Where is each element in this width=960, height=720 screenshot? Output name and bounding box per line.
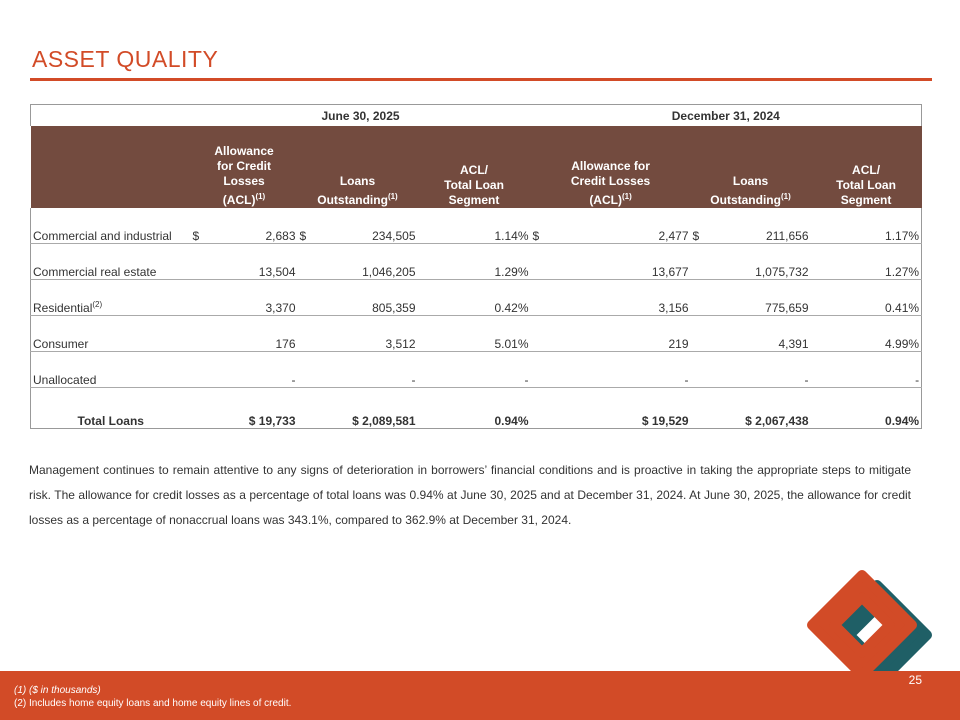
cell-value: 211,656 <box>766 229 809 243</box>
table-cell: 3,156 <box>531 280 691 316</box>
footnote-ref: (1) <box>621 192 632 201</box>
cell-value: 19,529 <box>651 414 689 428</box>
table-cell: 13,504 <box>191 244 298 280</box>
table-row <box>31 208 922 244</box>
row-label: Unallocated <box>31 352 191 388</box>
asset-quality-table <box>30 104 922 429</box>
table-cell <box>298 208 418 244</box>
currency-symbol: $ <box>641 414 652 428</box>
column-header: Loans Outstanding$^{(1)}$ <box>298 126 418 208</box>
table-cell: 1,075,732 <box>691 244 811 280</box>
table-cell: 1.27% <box>811 244 922 280</box>
currency-symbol: $ <box>248 414 259 428</box>
row-label: Commercial and industrial <box>31 208 191 244</box>
currency-symbol: $ <box>745 414 756 428</box>
footnote-text: Includes home equity loans and home equity lines of credit. <box>29 698 292 709</box>
footer-bar <box>0 671 960 720</box>
table-row <box>31 280 922 316</box>
table-cell <box>298 388 418 429</box>
cell-value: 19,733 <box>258 414 296 428</box>
currency-symbol: $ <box>692 229 700 243</box>
currency-symbol: $ <box>192 229 200 243</box>
footnote-marker: (1) <box>14 685 29 696</box>
table-cell: 805,359 <box>298 280 418 316</box>
footnote-line <box>14 697 291 710</box>
currency-symbol: $ <box>299 229 307 243</box>
table-cell: 4.99% <box>811 316 922 352</box>
cell-value: 2,683 <box>265 229 296 243</box>
period-june-2025: June 30, 2025 <box>191 105 531 127</box>
table-cell: - <box>811 352 922 388</box>
title-divider <box>30 78 932 81</box>
table-cell: - <box>691 352 811 388</box>
table-cell: 3,512 <box>298 316 418 352</box>
table-cell <box>691 388 811 429</box>
currency-symbol: $ <box>532 229 540 243</box>
column-header: ACL/ Total Loan Segment <box>811 126 922 208</box>
table-cell: 176 <box>191 316 298 352</box>
table-cell: 775,659 <box>691 280 811 316</box>
period-header-row <box>31 105 922 127</box>
table-cell: 1.14% <box>418 208 531 244</box>
footnote-text: ($ in thousands) <box>29 685 101 696</box>
table-cell: 13,677 <box>531 244 691 280</box>
footnote-line <box>14 684 291 697</box>
total-row <box>31 388 922 429</box>
table-cell <box>191 388 298 429</box>
table-cell: - <box>418 352 531 388</box>
table-cell: 1,046,205 <box>298 244 418 280</box>
table-cell <box>191 208 298 244</box>
footnotes <box>14 684 291 710</box>
cell-value: 2,089,581 <box>362 414 416 428</box>
table-cell: 1.29% <box>418 244 531 280</box>
table-cell: 219 <box>531 316 691 352</box>
table-cell <box>691 208 811 244</box>
page-title: ASSET QUALITY <box>32 46 219 72</box>
page-number: 25 <box>908 673 922 687</box>
column-header: ACL/ Total Loan Segment <box>418 126 531 208</box>
table-row <box>31 316 922 352</box>
table-row <box>31 352 922 388</box>
table-cell: - <box>191 352 298 388</box>
table-cell: 0.41% <box>811 280 922 316</box>
commentary-paragraph: Management continues to remain attentive to any signs of deterioration in borrowers’ financial conditions and is proactive in taking the appropriate steps to mitigate risk. The allowance for credit losses as a percentage of total loans was 0.94% at June 30, 2025 and at December 31, 2024. At June 30, 2025, the allowance for credit losses as a percentage of nonaccrual loans was 343.1%, compared to 362.9% at December 31, 2024. <box>29 463 911 527</box>
cell-value: 2,067,438 <box>755 414 809 428</box>
table-cell: 3,370 <box>191 280 298 316</box>
footnote-ref: (1) <box>780 192 791 201</box>
table-cell: 0.94% <box>811 388 922 429</box>
total-label: Total Loans <box>31 388 191 429</box>
table-cell: 5.01% <box>418 316 531 352</box>
row-label: Consumer <box>31 316 191 352</box>
currency-symbol: $ <box>352 414 363 428</box>
table-cell: 0.94% <box>418 388 531 429</box>
column-header: Allowance for Credit Losses (ACL)$^{(1)}$ <box>191 126 298 208</box>
table-cell: 4,391 <box>691 316 811 352</box>
row-label: Commercial real estate <box>31 244 191 280</box>
cell-value: 2,477 <box>658 229 689 243</box>
table-cell: - <box>298 352 418 388</box>
column-header: Allowance for Credit Losses (ACL)$^{(1)}$ <box>531 126 691 208</box>
table-cell: - <box>531 352 691 388</box>
footnote-ref: (1) <box>255 192 266 201</box>
footnote-marker: (2) <box>14 698 29 709</box>
table-cell <box>531 208 691 244</box>
period-dec-2024: December 31, 2024 <box>531 105 922 127</box>
table-row <box>31 244 922 280</box>
column-header-row <box>31 126 922 208</box>
table-cell: 1.17% <box>811 208 922 244</box>
footnote-ref: (2) <box>92 300 103 309</box>
column-header: Loans Outstanding$^{(1)}$ <box>691 126 811 208</box>
row-label: Residential$^{(2)}$ <box>31 280 191 316</box>
cell-value: 234,505 <box>372 229 416 243</box>
footnote-ref: (1) <box>387 192 398 201</box>
table-cell: 0.42% <box>418 280 531 316</box>
table-cell <box>531 388 691 429</box>
